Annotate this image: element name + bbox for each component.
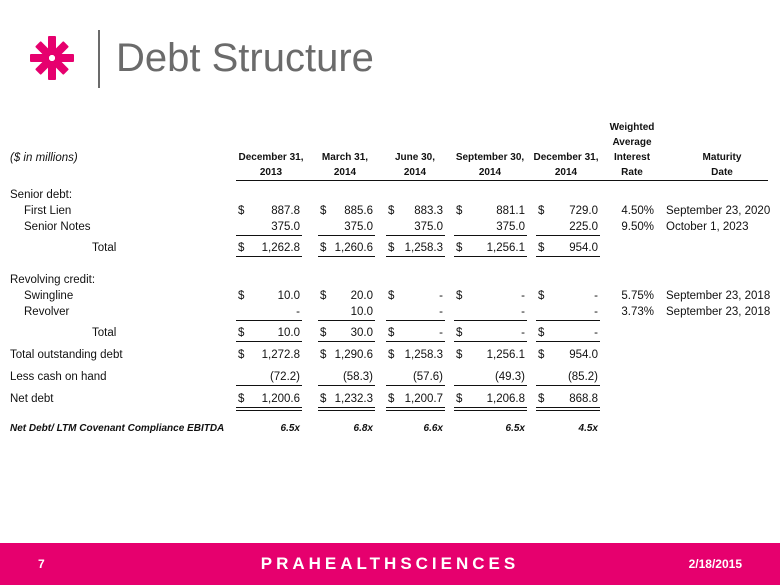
row-label-less-cash: Less cash on hand [10,371,107,383]
currency-symbol: $ [320,242,327,254]
currency-symbol: $ [320,205,327,217]
maturity-header-line: Date [711,167,733,178]
value-cell: - [521,290,525,302]
value-cell: - [521,327,525,339]
cell-underline [318,256,375,257]
value-cell: 375.0 [496,221,525,233]
cell-underline [536,256,600,257]
value-cell: - [594,306,598,318]
row-label-first-lien: First Lien [24,205,72,217]
maturity-cell: October 1, 2023 [666,221,749,233]
value-cell: 6.5x [280,423,300,434]
currency-symbol: $ [320,393,327,405]
value-cell: 1,200.7 [404,393,443,405]
cell-double-underline [318,407,375,408]
column-header-line1: June 30, [394,152,436,163]
currency-symbol: $ [238,242,245,254]
value-cell: - [296,306,300,318]
currency-symbol: $ [238,327,245,339]
cell-double-underline [536,407,600,408]
rate-cell: 3.73% [621,306,654,318]
value-cell: 6.6x [423,423,443,434]
currency-symbol: $ [456,349,463,361]
value-cell: (57.6) [412,371,443,383]
value-cell: 375.0 [344,221,373,233]
cell-underline [236,256,302,257]
currency-symbol: $ [320,349,327,361]
value-cell: 1,272.8 [261,349,300,361]
row-label-revolving-total: Total [92,327,117,339]
cell-underline [236,385,302,386]
currency-symbol: $ [320,327,327,339]
value-cell: (85.2) [567,371,598,383]
header-underline [236,180,768,181]
cell-underline [236,235,302,236]
maturity-cell: September 23, 2020 [666,205,771,217]
value-cell: - [521,306,525,318]
currency-symbol: $ [388,393,395,405]
row-label-net-debt: Net debt [10,393,54,405]
cell-underline [386,385,445,386]
cell-underline [454,320,527,321]
cell-underline [318,320,375,321]
cell-underline [318,235,375,236]
rate-header-line: Average [612,137,652,148]
value-cell: 1,258.3 [404,242,443,254]
units-note: ($ in millions) [10,152,78,164]
column-header-line1: March 31, [321,152,369,163]
column-header-line2: 2014 [554,167,578,178]
footer-date: 2/18/2015 [688,557,742,571]
cell-double-underline [236,407,302,408]
value-cell: 881.1 [496,205,525,217]
currency-symbol: $ [238,205,245,217]
value-cell: 1,258.3 [404,349,443,361]
cell-underline [386,235,445,236]
value-cell: 1,260.6 [334,242,373,254]
currency-symbol: $ [538,290,545,302]
value-cell: 10.0 [350,306,373,318]
rate-cell: 9.50% [621,221,654,233]
value-cell: 30.0 [350,327,373,339]
column-header-line2: 2014 [478,167,502,178]
value-cell: 954.0 [569,349,598,361]
value-cell: 6.5x [505,423,525,434]
value-cell: - [439,306,443,318]
currency-symbol: $ [388,242,395,254]
cell-underline [386,320,445,321]
currency-symbol: $ [538,242,545,254]
value-cell: 954.0 [569,242,598,254]
column-header-line1: December 31, [533,152,599,163]
value-cell: 887.8 [271,205,300,217]
row-label-senior-total: Total [92,242,117,254]
value-cell: 4.5x [578,423,598,434]
value-cell: (58.3) [342,371,373,383]
cell-underline [454,235,527,236]
row-label-swingline: Swingline [24,290,74,302]
value-cell: 1,256.1 [486,349,525,361]
currency-symbol: $ [388,349,395,361]
brand-wordmark: PRAHEALTHSCIENCES [260,554,520,573]
maturity-cell: September 23, 2018 [666,290,771,302]
currency-symbol: $ [238,393,245,405]
currency-symbol: $ [238,290,245,302]
page-title: Debt Structure [116,36,374,80]
cell-underline [536,235,600,236]
currency-symbol: $ [538,205,545,217]
cell-underline [236,341,302,342]
column-header-line2: 2014 [333,167,357,178]
value-cell: 6.8x [353,423,373,434]
page-number: 7 [38,557,45,571]
cell-underline [236,320,302,321]
row-label-total-outstanding: Total outstanding debt [10,349,123,361]
cell-double-underline [454,410,527,411]
value-cell: - [594,327,598,339]
value-cell: 1,262.8 [261,242,300,254]
value-cell: - [594,290,598,302]
value-cell: 1,206.8 [486,393,525,405]
value-cell: 729.0 [569,205,598,217]
currency-symbol: $ [538,327,545,339]
cell-underline [536,385,600,386]
column-header-line1: September 30, [455,152,525,163]
cell-double-underline [236,410,302,411]
maturity-cell: September 23, 2018 [666,306,771,318]
cell-underline [454,385,527,386]
cell-underline [454,256,527,257]
value-cell: 1,256.1 [486,242,525,254]
row-label-leverage: Net Debt/ LTM Covenant Compliance EBITDA [10,423,225,434]
value-cell: 10.0 [277,327,300,339]
value-cell: (72.2) [269,371,300,383]
rate-cell: 4.50% [621,205,654,217]
value-cell: 1,200.6 [261,393,300,405]
rate-header-line: Rate [621,167,643,178]
currency-symbol: $ [456,393,463,405]
column-header-line1: December 31, [238,152,304,163]
value-cell: 885.6 [344,205,373,217]
value-cell: 10.0 [277,290,300,302]
row-label-revolver: Revolver [24,306,70,318]
currency-symbol: $ [456,327,463,339]
currency-symbol: $ [538,393,545,405]
cell-underline [318,385,375,386]
currency-symbol: $ [456,290,463,302]
currency-symbol: $ [320,290,327,302]
cell-underline [454,341,527,342]
section-label-senior-debt: Senior debt: [10,189,73,201]
cell-underline [318,341,375,342]
cell-underline [386,341,445,342]
cell-underline [386,256,445,257]
cell-double-underline [318,410,375,411]
cell-double-underline [386,407,445,408]
section-label-revolving-credit: Revolving credit: [10,274,96,286]
currency-symbol: $ [456,205,463,217]
currency-symbol: $ [388,327,395,339]
maturity-header-line: Maturity [702,152,742,163]
cell-double-underline [386,410,445,411]
value-cell: 375.0 [271,221,300,233]
cell-double-underline [536,410,600,411]
row-label-senior-notes: Senior Notes [24,221,91,233]
value-cell: - [439,290,443,302]
value-cell: 20.0 [350,290,373,302]
value-cell: 868.8 [569,393,598,405]
value-cell: 225.0 [569,221,598,233]
value-cell: 883.3 [414,205,443,217]
cell-underline [536,341,600,342]
value-cell: (49.3) [494,371,525,383]
currency-symbol: $ [238,349,245,361]
rate-header-line: Interest [613,152,651,163]
value-cell: - [439,327,443,339]
currency-symbol: $ [456,242,463,254]
cell-double-underline [454,407,527,408]
value-cell: 1,232.3 [334,393,373,405]
rate-header-line: Weighted [609,122,655,133]
column-header-line2: 2013 [259,167,283,178]
value-cell: 1,290.6 [334,349,373,361]
currency-symbol: $ [388,290,395,302]
currency-symbol: $ [388,205,395,217]
value-cell: 375.0 [414,221,443,233]
column-header-line2: 2014 [403,167,427,178]
currency-symbol: $ [538,349,545,361]
rate-cell: 5.75% [621,290,654,302]
cell-underline [536,320,600,321]
